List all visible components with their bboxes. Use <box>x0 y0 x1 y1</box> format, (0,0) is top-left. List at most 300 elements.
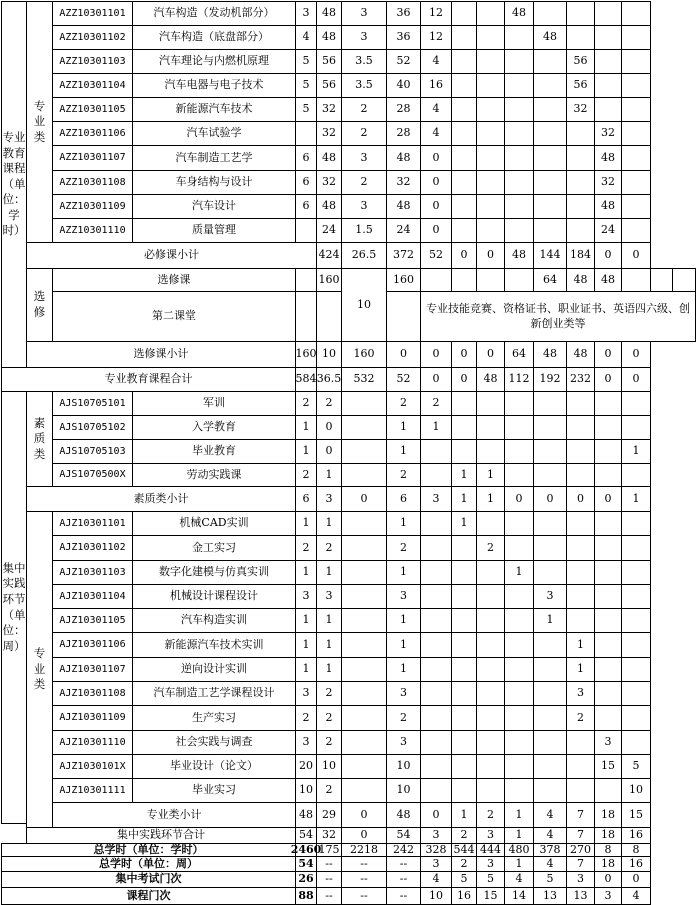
value-cell: 13 <box>533 887 567 905</box>
value-cell <box>341 754 387 779</box>
course-name: 社会实践与调查 <box>132 730 296 755</box>
course-name: 汽车构造（底盘部分） <box>132 25 296 50</box>
value-cell <box>621 560 651 585</box>
value-cell: 2 <box>451 856 477 872</box>
value-cell: 1 <box>295 632 317 658</box>
value-cell <box>621 535 651 561</box>
value-cell: 3 <box>341 194 387 219</box>
value-cell <box>476 511 505 536</box>
value-cell: 16 <box>621 856 651 872</box>
value-cell: 15 <box>476 887 505 905</box>
value-cell: 48 <box>533 25 567 50</box>
value-cell: 48 <box>566 268 595 292</box>
course-name: 入学教育 <box>132 415 296 440</box>
value-cell: 3 <box>341 1 387 26</box>
value-cell <box>621 463 651 487</box>
value-cell: 1 <box>621 439 651 464</box>
value-cell <box>341 439 387 464</box>
course-code: AZZ10301109 <box>52 194 133 219</box>
value-cell <box>451 97 477 122</box>
value-cell: 32 <box>566 97 595 122</box>
value-cell <box>476 730 505 755</box>
value-cell: -- <box>316 856 342 872</box>
value-cell <box>566 584 595 609</box>
value-cell: 3 <box>295 730 317 755</box>
value-cell: 1 <box>295 608 317 633</box>
value-cell: 2 <box>316 705 342 731</box>
value-cell: 0 <box>451 341 477 368</box>
value-cell <box>533 463 567 487</box>
value-cell: 1 <box>476 463 505 487</box>
course-code: AJS1070500X <box>52 463 133 487</box>
value-cell: 48 <box>594 145 622 171</box>
course-name: 汽车构造实训 <box>132 608 296 633</box>
value-cell <box>420 511 452 536</box>
value-cell <box>621 584 651 609</box>
value-cell: 0 <box>621 367 651 392</box>
course-code: AJZ10301101 <box>52 511 133 536</box>
value-cell: 1 <box>386 439 421 464</box>
value-cell: 0 <box>420 218 452 243</box>
course-name: 汽车试验学 <box>132 121 296 146</box>
course-code: AZZ10301106 <box>52 121 133 146</box>
value-cell <box>504 657 534 682</box>
value-cell <box>533 439 567 464</box>
value-cell: 4 <box>621 887 651 905</box>
value-cell: -- <box>386 871 421 888</box>
value-cell <box>533 415 567 440</box>
value-cell <box>504 145 534 171</box>
value-cell <box>594 560 622 585</box>
value-cell: 10 <box>316 754 342 779</box>
value-cell: 64 <box>533 268 567 292</box>
value-cell <box>451 194 477 219</box>
value-cell: 0 <box>420 341 452 368</box>
value-cell <box>594 584 622 609</box>
value-cell <box>420 681 452 706</box>
value-cell: 0 <box>451 242 477 269</box>
course-code: AZZ10301104 <box>52 73 133 98</box>
value-cell <box>533 535 567 561</box>
value-cell: 48 <box>386 802 421 828</box>
value-cell <box>504 584 534 609</box>
value-cell: 1 <box>476 486 505 512</box>
course-name: 生产实习 <box>132 705 296 731</box>
value-cell <box>504 535 534 561</box>
value-cell <box>533 560 567 585</box>
course-name: 汽车理论与内燃机原理 <box>132 49 296 74</box>
value-cell: 3 <box>341 145 387 171</box>
value-cell: 15 <box>621 802 651 828</box>
value-cell: 328 <box>420 843 452 857</box>
value-cell: 1 <box>451 463 477 487</box>
value-cell <box>533 73 567 98</box>
value-cell: 2 <box>316 681 342 706</box>
value-cell <box>476 439 505 464</box>
value-cell: 32 <box>316 170 342 195</box>
value-cell <box>621 681 651 706</box>
value-cell <box>420 584 452 609</box>
grand-total-label: 课程门次 <box>1 887 296 905</box>
value-cell: 24 <box>386 218 421 243</box>
value-cell: 0 <box>420 802 452 828</box>
second-classroom-label: 第二课堂 <box>52 291 296 342</box>
course-name: 汽车制造工艺学 <box>132 145 296 171</box>
value-cell: 6 <box>295 145 317 171</box>
value-cell: -- <box>341 887 387 905</box>
value-cell <box>533 49 567 74</box>
grand-total-label: 总学时（单位：学时） <box>1 843 296 857</box>
value-cell <box>621 97 651 122</box>
value-cell <box>504 730 534 755</box>
value-cell: 18 <box>594 856 622 872</box>
value-cell: 56 <box>566 49 595 74</box>
value-cell: 2 <box>566 705 595 731</box>
elective-subtotal-label: 选修课小计 <box>26 341 296 368</box>
value-cell <box>566 121 595 146</box>
course-name: 机械CAD实训 <box>132 511 296 536</box>
value-cell <box>341 681 387 706</box>
value-cell <box>420 754 452 779</box>
value-cell: 3 <box>316 584 342 609</box>
value-cell: 2 <box>420 391 452 416</box>
value-cell <box>476 608 505 633</box>
value-cell <box>451 584 477 609</box>
value-cell: 2 <box>341 121 387 146</box>
course-code: AJZ1030101X <box>52 754 133 779</box>
value-cell: 48 <box>504 242 534 269</box>
value-cell <box>451 218 477 243</box>
practice-subtotal-label: 专业类小计 <box>52 802 296 828</box>
value-cell <box>476 560 505 585</box>
value-cell <box>504 681 534 706</box>
value-cell: 1 <box>316 511 342 536</box>
course-name: 金工实习 <box>132 535 296 561</box>
value-cell <box>476 73 505 98</box>
value-cell <box>621 268 651 292</box>
value-cell: 5 <box>295 73 317 98</box>
value-cell <box>621 145 651 171</box>
value-cell <box>420 632 452 658</box>
value-cell: 0 <box>451 367 477 392</box>
value-cell: 5 <box>295 49 317 74</box>
value-cell <box>451 391 477 416</box>
value-cell <box>504 415 534 440</box>
value-cell: 3 <box>386 681 421 706</box>
course-code: AJZ10301107 <box>52 657 133 682</box>
value-cell <box>341 560 387 585</box>
value-cell <box>420 268 452 292</box>
course-name: 毕业教育 <box>132 439 296 464</box>
quality-subtotal-label: 素质类小计 <box>26 486 296 512</box>
value-cell: 10 <box>621 778 651 803</box>
value-cell <box>621 1 651 26</box>
grand-total-label: 总学时（单位：周） <box>1 856 296 872</box>
value-cell <box>504 49 534 74</box>
course-name: 毕业实习 <box>132 778 296 803</box>
value-cell: -- <box>316 871 342 888</box>
value-cell <box>594 657 622 682</box>
value-cell <box>476 49 505 74</box>
value-cell <box>594 49 622 74</box>
value-cell <box>451 121 477 146</box>
value-cell: 0 <box>476 242 505 269</box>
value-cell: 8 <box>594 843 622 857</box>
value-cell <box>533 194 567 219</box>
value-cell: -- <box>386 887 421 905</box>
course-name: 汽车设计 <box>132 194 296 219</box>
course-code: AJZ10301110 <box>52 730 133 755</box>
value-cell <box>341 415 387 440</box>
value-cell <box>504 268 534 292</box>
value-cell <box>451 439 477 464</box>
value-cell <box>566 535 595 561</box>
value-cell: 48 <box>316 194 342 219</box>
second-classroom-note: 专业技能竞赛、资格证书、职业证书、英语四六级、创新创业类等 <box>420 291 696 342</box>
course-code: AZZ10301102 <box>52 25 133 50</box>
value-cell <box>594 511 622 536</box>
value-cell <box>566 754 595 779</box>
value-cell: 1 <box>316 463 342 487</box>
value-cell <box>533 97 567 122</box>
elective-course-label: 选修课 <box>52 268 296 292</box>
category-label-practice-professional: 专业类 <box>26 511 53 828</box>
value-cell: 52 <box>420 242 452 269</box>
value-cell: 36 <box>386 1 421 26</box>
value-cell <box>594 1 622 26</box>
value-cell <box>566 1 595 26</box>
value-cell: 372 <box>386 242 421 269</box>
value-cell: 112 <box>504 367 534 392</box>
value-cell: 232 <box>566 367 595 392</box>
value-cell: 1 <box>386 511 421 536</box>
value-cell <box>650 268 673 292</box>
value-cell: 0 <box>341 802 387 828</box>
value-cell: 242 <box>386 843 421 857</box>
value-cell: 0 <box>420 194 452 219</box>
value-cell <box>476 391 505 416</box>
value-cell <box>566 391 595 416</box>
value-cell <box>594 415 622 440</box>
value-cell <box>621 415 651 440</box>
value-cell: 6 <box>386 486 421 512</box>
value-cell: 48 <box>504 1 534 26</box>
value-cell: 12 <box>420 1 452 26</box>
value-cell: 18 <box>594 802 622 828</box>
value-cell <box>566 218 595 243</box>
value-cell: 2 <box>316 391 342 416</box>
value-cell <box>420 657 452 682</box>
value-cell: 54 <box>386 827 421 844</box>
value-cell: 0 <box>594 367 622 392</box>
value-cell <box>621 194 651 219</box>
value-cell: -- <box>386 856 421 872</box>
value-cell: 29 <box>316 802 342 828</box>
value-cell: 0 <box>316 439 342 464</box>
value-cell <box>566 730 595 755</box>
value-cell <box>621 632 651 658</box>
value-cell <box>451 535 477 561</box>
value-cell: 4 <box>533 856 567 872</box>
value-cell: 2 <box>341 170 387 195</box>
value-cell <box>566 608 595 633</box>
value-cell <box>621 49 651 74</box>
value-cell: 1 <box>295 511 317 536</box>
required-subtotal-label: 必修课小计 <box>26 242 317 269</box>
value-cell: 28 <box>386 121 421 146</box>
value-cell: 3 <box>295 681 317 706</box>
value-cell: 48 <box>476 367 505 392</box>
grand-total-label: 集中考试门次 <box>1 871 296 888</box>
course-name: 逆向设计实训 <box>132 657 296 682</box>
value-cell: 3 <box>420 486 452 512</box>
value-cell <box>533 657 567 682</box>
value-cell: 26.5 <box>341 242 387 269</box>
value-cell <box>451 730 477 755</box>
value-cell: 48 <box>295 802 317 828</box>
value-cell <box>451 145 477 171</box>
value-cell <box>476 584 505 609</box>
value-cell: 0 <box>420 170 452 195</box>
value-cell: 7 <box>566 827 595 844</box>
value-cell <box>341 730 387 755</box>
value-cell: 544 <box>451 843 477 857</box>
value-cell: 32 <box>386 170 421 195</box>
value-cell <box>594 705 622 731</box>
value-cell <box>420 730 452 755</box>
value-cell: 0 <box>386 341 421 368</box>
value-cell: 3 <box>341 25 387 50</box>
value-cell <box>451 608 477 633</box>
value-cell: 3.5 <box>341 73 387 98</box>
category-label-professional: 专业类 <box>26 1 53 243</box>
value-cell: 1 <box>504 802 534 828</box>
value-cell: 54 <box>295 827 317 844</box>
value-cell <box>420 535 452 561</box>
value-cell <box>476 194 505 219</box>
value-cell: 3 <box>566 871 595 888</box>
course-code: AZZ10301107 <box>52 145 133 171</box>
course-name: 毕业设计（论文） <box>132 754 296 779</box>
value-cell <box>476 632 505 658</box>
value-cell: 48 <box>386 145 421 171</box>
value-cell <box>451 778 477 803</box>
practice-total-label: 集中实践环节合计 <box>26 827 296 844</box>
value-cell: 7 <box>566 856 595 872</box>
value-cell: 48 <box>386 194 421 219</box>
course-code: AJZ10301104 <box>52 584 133 609</box>
value-cell: 0 <box>341 486 387 512</box>
value-cell: -- <box>316 887 342 905</box>
category-label-elective: 选修 <box>26 268 53 342</box>
value-cell <box>621 511 651 536</box>
value-cell <box>566 778 595 803</box>
value-cell <box>533 705 567 731</box>
value-cell: 4 <box>533 802 567 828</box>
course-code: AZZ10301108 <box>52 170 133 195</box>
value-cell <box>504 608 534 633</box>
value-cell: 2460 <box>290 842 322 856</box>
value-cell <box>621 730 651 755</box>
value-cell <box>621 608 651 633</box>
value-cell <box>476 25 505 50</box>
value-cell: 144 <box>533 242 567 269</box>
value-cell <box>476 1 505 26</box>
course-name: 新能源汽车技术 <box>132 97 296 122</box>
value-cell <box>451 170 477 195</box>
professional-total-label: 专业教育课程合计 <box>1 367 296 392</box>
value-cell: 4 <box>420 871 452 888</box>
value-cell <box>451 25 477 50</box>
course-name: 军训 <box>132 391 296 416</box>
value-cell: 4 <box>420 49 452 74</box>
value-cell: 160 <box>295 341 317 368</box>
value-cell <box>504 511 534 536</box>
value-cell: 13 <box>566 887 595 905</box>
value-cell <box>386 291 421 342</box>
value-cell <box>451 657 477 682</box>
value-cell: 3 <box>295 1 317 26</box>
value-cell <box>476 415 505 440</box>
value-cell: -- <box>341 856 387 872</box>
value-cell: 160 <box>386 268 421 292</box>
value-cell: 2 <box>316 778 342 803</box>
value-cell <box>566 170 595 195</box>
value-cell <box>341 511 387 536</box>
value-cell: 2 <box>386 463 421 487</box>
value-cell <box>533 170 567 195</box>
value-cell: 3 <box>566 681 595 706</box>
value-cell: 4 <box>420 97 452 122</box>
value-cell: 64 <box>504 341 534 368</box>
value-cell <box>341 705 387 731</box>
value-cell: 2 <box>476 802 505 828</box>
course-code: AZZ10301105 <box>52 97 133 122</box>
value-cell: 175 <box>316 843 342 857</box>
value-cell: 1 <box>295 657 317 682</box>
value-cell: 3 <box>295 584 317 609</box>
value-cell: 10 <box>316 341 342 368</box>
value-cell: 18 <box>594 827 622 844</box>
course-code: AJZ10301109 <box>52 705 133 731</box>
value-cell: 7 <box>566 802 595 828</box>
value-cell: 1 <box>316 657 342 682</box>
section-label-professional: 专业教育课程（单位：学时） <box>1 1 27 368</box>
value-cell: 6 <box>295 194 317 219</box>
value-cell: 32 <box>594 170 622 195</box>
value-cell: 5 <box>621 754 651 779</box>
value-cell <box>594 73 622 98</box>
value-cell: 1 <box>295 439 317 464</box>
value-cell: 48 <box>316 145 342 171</box>
value-cell: 1 <box>386 560 421 585</box>
value-cell: 0 <box>420 145 452 171</box>
value-cell: 1 <box>295 415 317 440</box>
value-cell: 3 <box>533 584 567 609</box>
value-cell <box>420 439 452 464</box>
value-cell <box>504 170 534 195</box>
value-cell <box>341 778 387 803</box>
course-name: 质量管理 <box>132 218 296 243</box>
value-cell: 16 <box>451 887 477 905</box>
value-cell: 48 <box>533 341 567 368</box>
value-cell <box>451 705 477 731</box>
value-cell <box>420 705 452 731</box>
value-cell <box>420 608 452 633</box>
value-cell: 0 <box>341 827 387 844</box>
value-cell <box>566 511 595 536</box>
elective-credits: 10 <box>341 268 387 342</box>
